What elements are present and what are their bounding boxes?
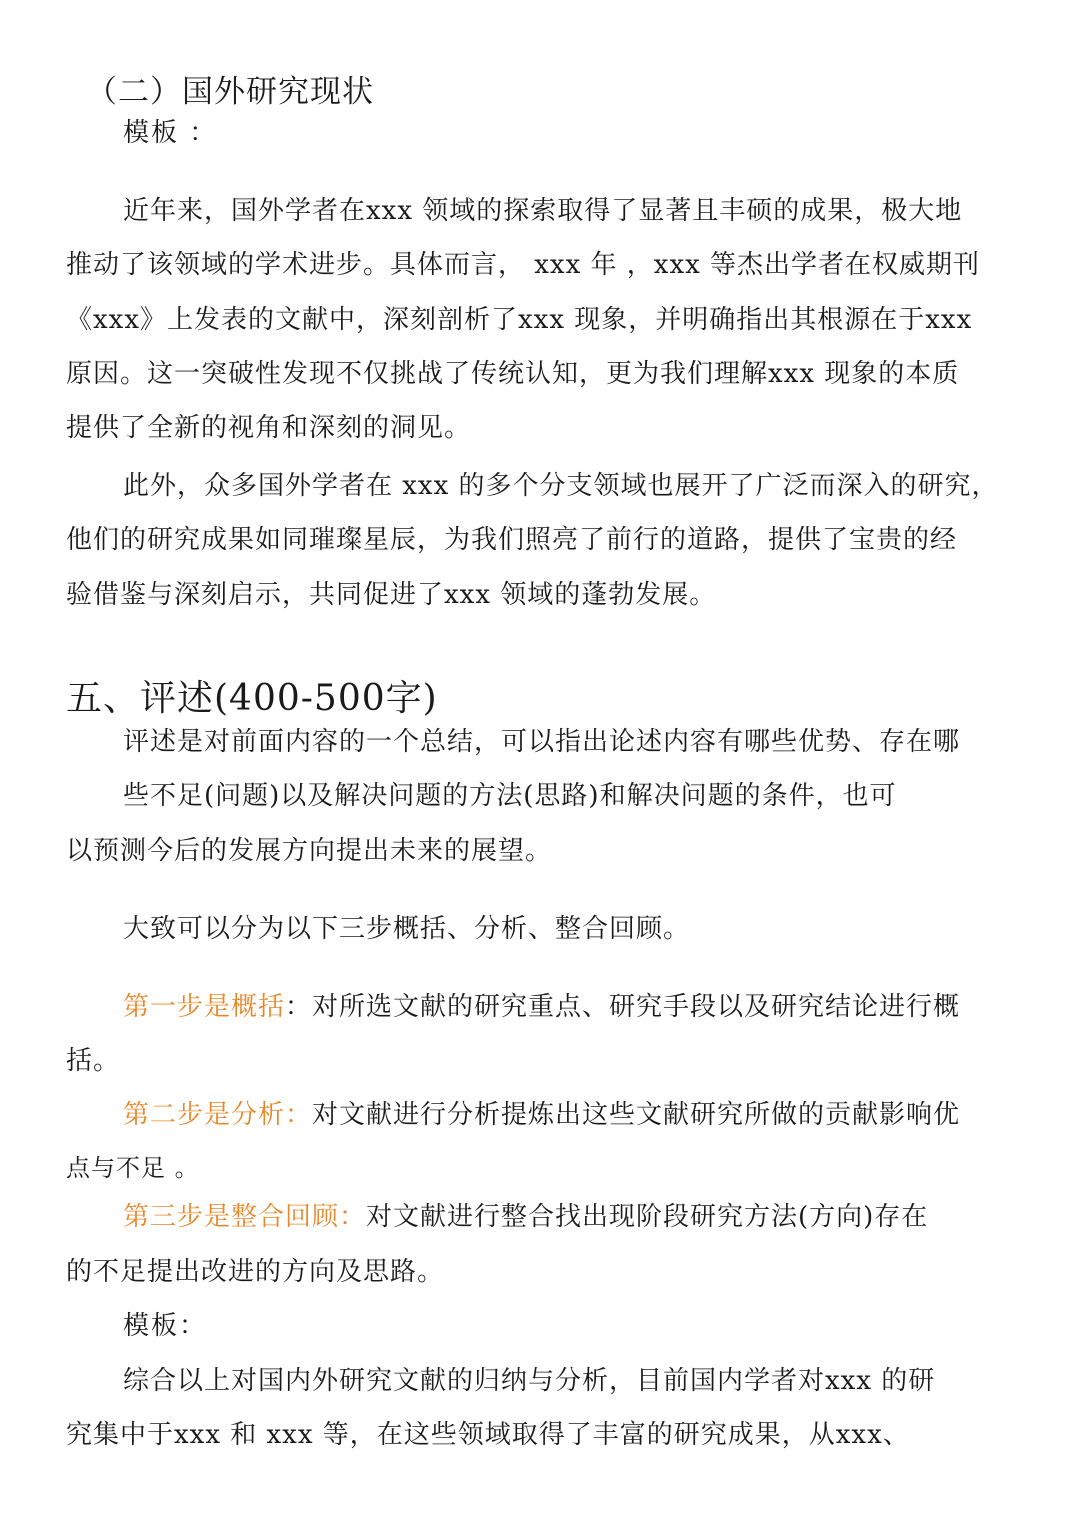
step3-text: 对文献进行整合找出现阶段研究方法(方向)存在 [366,1202,929,1232]
step3-cont: 的不足提出改进的方向及思路。 [66,1257,445,1287]
paragraph-line: 验借鉴与深刻启示，共同促进了xxx 领域的蓬勃发展。 [66,580,717,610]
step1-line [123,990,960,1024]
paragraph-line: 以预测今后的发展方向提出未来的展望。 [66,836,553,866]
paragraph-line: 此外，众多国外学者在 xxx 的多个分支领域也展开了广泛而深入的研究， [123,471,999,501]
step1-text: ：对所选文献的研究重点、研究手段以及研究结论进行概 [285,992,961,1022]
section-heading-foreign: （二）国外研究现状 [86,74,374,110]
paragraph-line: 评述是对前面内容的一个总结，可以指出论述内容有哪些优势、存在哪 [123,727,961,757]
paragraph-line: 究集中于xxx 和 xxx 等，在这些领域取得了丰富的研究成果，从xxx、 [66,1420,910,1450]
template-label-review: 模板： [123,1311,208,1341]
step3-line [123,1200,928,1234]
step2-text: 对文献进行分析提炼出这些文献研究所做的贡献影响优 [312,1100,961,1130]
section-heading-review: 五、评述(400-500字) [66,678,438,719]
steps-intro: 大致可以分为以下三步概括、分析、整合回顾。 [123,914,691,944]
paragraph-line: 原因。这一突破性发现不仅挑战了传统认知，更为我们理解xxx 现象的本质 [66,359,960,389]
step2-label: 第二步是分析： [123,1100,313,1130]
paragraph-line: 他们的研究成果如同璀璨星辰，为我们照亮了前行的道路，提供了宝贵的经 [66,525,958,555]
paragraph-line: 些不足(问题)以及解决问题的方法(思路)和解决问题的条件，也可 [123,781,897,811]
step2-cont: 点与不足 。 [66,1154,200,1182]
paragraph-line: 推动了该领域的学术进步。具体而言， xxx 年 ，xxx 等杰出学者在权威期刊 [66,250,981,280]
step1-label: 第一步是概括 [123,992,286,1022]
paragraph-line: 《xxx》上发表的文献中，深刻剖析了xxx 现象，并明确指出其根源在于xxx [66,305,973,335]
paragraph-line: 综合以上对国内外研究文献的归纳与分析，目前国内学者对xxx 的研 [123,1366,936,1396]
step3-label: 第三步是整合回顾： [123,1202,367,1232]
paragraph-line: 提供了全新的视角和深刻的洞见。 [66,413,472,443]
template-label-foreign: 模板 ： [123,118,218,148]
step2-line [123,1098,960,1132]
step1-cont: 括。 [66,1046,121,1076]
paragraph-line: 近年来，国外学者在xxx 领域的探索取得了显著且丰硕的成果，极大地 [123,196,963,226]
